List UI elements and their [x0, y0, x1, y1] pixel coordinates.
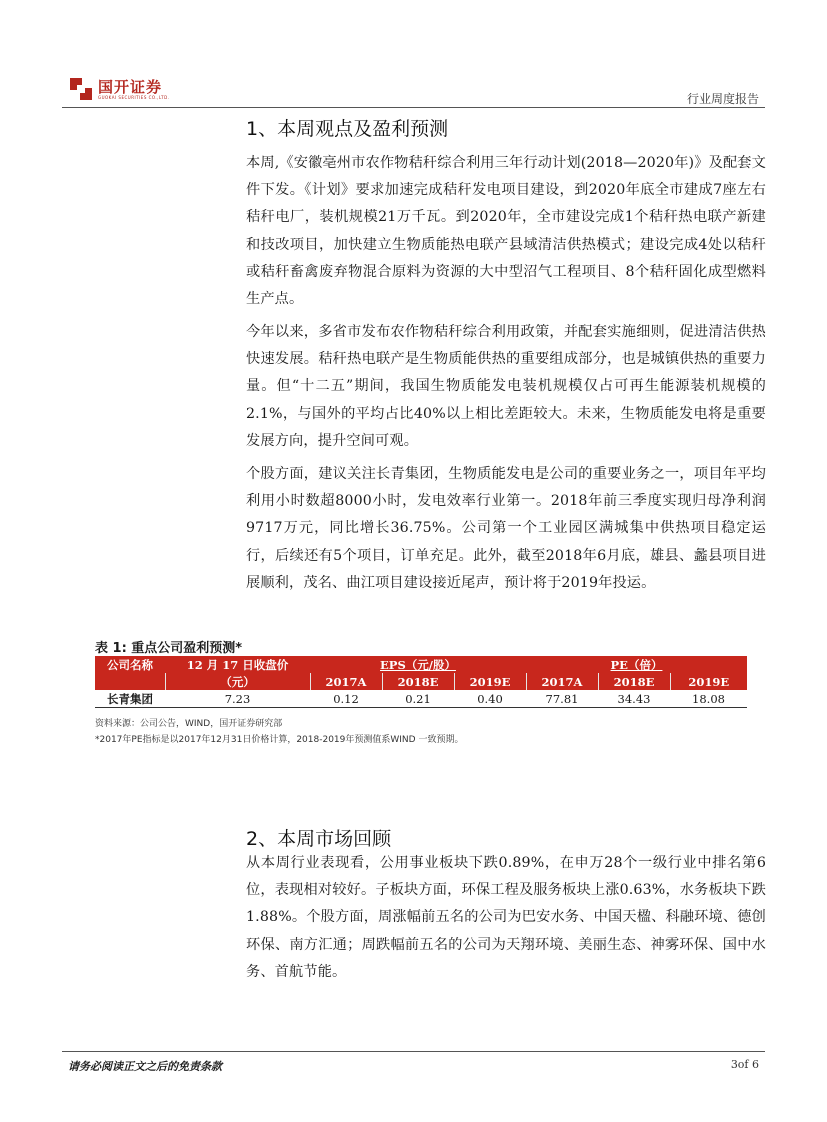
disclaimer-link: 请务必阅读正文之后的免责条款	[68, 1060, 222, 1073]
header-eps-year: 2018E	[382, 673, 454, 690]
header-pe-year: 2018E	[598, 673, 670, 690]
brand-logo	[70, 78, 169, 100]
table-title: 表 1: 重点公司盈利预测*	[95, 641, 243, 656]
table-note: *2017年PE指标是以2017年12月31日价格计算，2018-2019年预测值系WIND 一致预期。	[95, 735, 464, 745]
paragraph-market: 从本周行业表现看，公用事业板块下跌0.89%，在申万28个一级行业中排名第6位，表现相对较好。子板块方面，环保工程及服务板块上涨0.63%，水务板块下跌1.88%。个股方面，周涨幅前五名的公司为巴安水务、中国天楹、科融环境、德创环保、南方汇通；周跌幅前五名的公司为天翔环境、美丽生态、神雾环保、国中水务、首航节能。	[246, 855, 766, 980]
page-number: 3of 6	[730, 1058, 759, 1071]
cell-eps: 0.12	[310, 690, 382, 708]
table-source: 资料来源：公司公告，WIND，国开证券研究部	[95, 719, 283, 729]
table-row	[95, 690, 747, 708]
cell-pe: 18.08	[670, 690, 747, 708]
header-price-unit: （元）	[165, 673, 310, 690]
header-close-price: 12 月 17 日收盘价	[165, 656, 310, 673]
cell-company: 长青集团	[95, 690, 165, 708]
header-eps-year: 2017A	[310, 673, 382, 690]
paragraph-industry: 今年以来，多省市发布农作物秸秆综合利用政策，并配套实施细则，促进清洁供热快速发展。秸秆热电联产是生物质能供热的重要组成部分，也是城镇供热的重要力量。但“十二五”期间，我国生物质能发电装机规模仅占可再生能源装机规模的2.1%，与国外的平均占比40%以上相比差距较大。未来，生物质能发电将是重要发展方向，提升空间可观。	[246, 324, 766, 449]
brand-name: 国开证券	[98, 77, 163, 96]
header-eps-year: 2019E	[454, 673, 526, 690]
report-type: 行业周度报告	[686, 92, 759, 106]
brand-mark-icon	[70, 78, 92, 100]
cell-pe: 34.43	[598, 690, 670, 708]
header-pe-year: 2019E	[670, 673, 747, 690]
section-title-outlook: 1、本周观点及盈利预测	[246, 118, 449, 140]
paragraph-stock: 个股方面，建议关注长青集团，生物质能发电是公司的重要业务之一，项目年平均利用小时数超8000小时，发电效率行业第一。2018年前三季度实现归母净利润9717万元，同比增长36.75%。公司第一个工业园区满城集中供热项目稳定运行，后续还有5个项目，订单充足。此外，截至2018年6月底，雄县、蠡县项目进展顺利，茂名、曲江项目建设接近尾声，预计将于2019年投运。	[246, 466, 766, 591]
cell-eps: 0.21	[382, 690, 454, 708]
header-pe-year: 2017A	[526, 673, 598, 690]
section-title-market-review: 2、本周市场回顾	[246, 828, 392, 850]
header-company: 公司名称	[95, 656, 165, 673]
header-divider	[62, 107, 765, 108]
cell-pe: 77.81	[526, 690, 598, 708]
cell-price: 7.23	[165, 690, 310, 708]
header-pe-group: PE（倍）	[526, 656, 747, 673]
brand-subtitle: GUOKAI SECURITIES CO.,LTD.	[98, 94, 170, 100]
paragraph-policy: 本周,《安徽亳州市农作物秸秆综合利用三年行动计划(2018—2020年)》及配套文件下发。《计划》要求加速完成秸秆发电项目建设，到2020年底全市建成7座左右秸秆电厂，装机规模21万千瓦。到2020年，全市建设完成1个秸秆热电联产新建和技改项目，加快建立生物质能热电联产县域清洁供热模式；建设完成4处以秸秆或秸秆畜禽废弃物混合原料为资源的大中型沼气工程项目、8个秸秆固化成型燃料生产点。	[246, 155, 766, 308]
footer-divider	[62, 1051, 765, 1052]
cell-eps: 0.40	[454, 690, 526, 708]
earnings-forecast-table	[95, 656, 747, 708]
header-eps-group: EPS（元/股）	[310, 656, 526, 673]
